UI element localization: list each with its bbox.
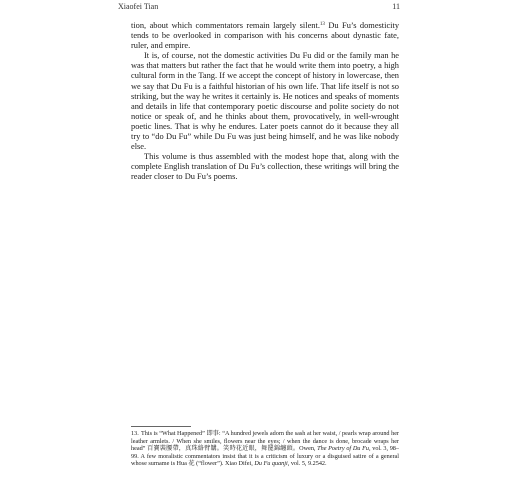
body-text [131, 21, 399, 183]
footnote-text-1: This is “What Happened” 即事: “A hundred jewels adorn the sash at her waist, / pearls wrap around her leather armlets. / When she smiles, flowers near the eyes; / when the dance is done, brocade wraps her head” 百寶裝腰帶，真珠絡臂韝。笑時花近眼，舞罷錦纏頭。Owen, [131, 430, 399, 453]
footnote-text-2: , vol. 3, 98–99. A few moralistic commentators insist that it is a criticism of luxury or a disguised satire of a general whose surname is Hua 花 (“flower”). Xiao Difei, [131, 445, 399, 468]
footnote-text-3: , vol. 5, 9.2542. [287, 460, 327, 468]
running-head-author: Xiaofei Tian [118, 2, 159, 11]
footnote-separator [131, 426, 191, 427]
footnote-13 [131, 430, 399, 468]
paragraph-3: This volume is thus assembled with the modest hope that, along with the complete English translation of Du Fu’s collection, these writings will bring the reader closer to Du Fu’s poems. [131, 152, 399, 182]
paragraph-1-text: tion, about which commentators remain largely silent. [131, 21, 320, 30]
page-number: 11 [392, 2, 400, 11]
footnote-title-poetry-of-du-fu: The Poetry of Du Fu [317, 445, 369, 453]
paragraph-2: It is, of course, not the domestic activities Du Fu did or the family man he was that matters but rather the fact that he would write them into poetry, a high cultural form in the Tang. If we accept the concept of history in lowercase, then we say that Du Fu is a faithful historian of his own life. That life itself is not so striking, but the way he writes it certainly is. He notices and speaks of moments and details in life that contemporary poetic discourse and polite society do not notice or speak of, and he thinks about them, provocatively, in well-wrought poetic lines. That is why he endures. Later poets cannot do it because they all try to “do Du Fu” while Du Fu was just being himself, and he was like nobody else. [131, 51, 399, 152]
footnote-body [131, 430, 399, 467]
paragraph-1-continuation: Du Fu’s domesticity tends to be overlooked in comparison with his concerns about dynastic fate, ruler, and empire. [131, 21, 400, 51]
footnote-reference[interactable]: 13 [319, 22, 325, 27]
footnote-title-du-fu-quanji: Du Fu quanji [254, 460, 288, 468]
paragraph-1 [131, 21, 399, 51]
footnote-number: 13. [131, 430, 139, 437]
